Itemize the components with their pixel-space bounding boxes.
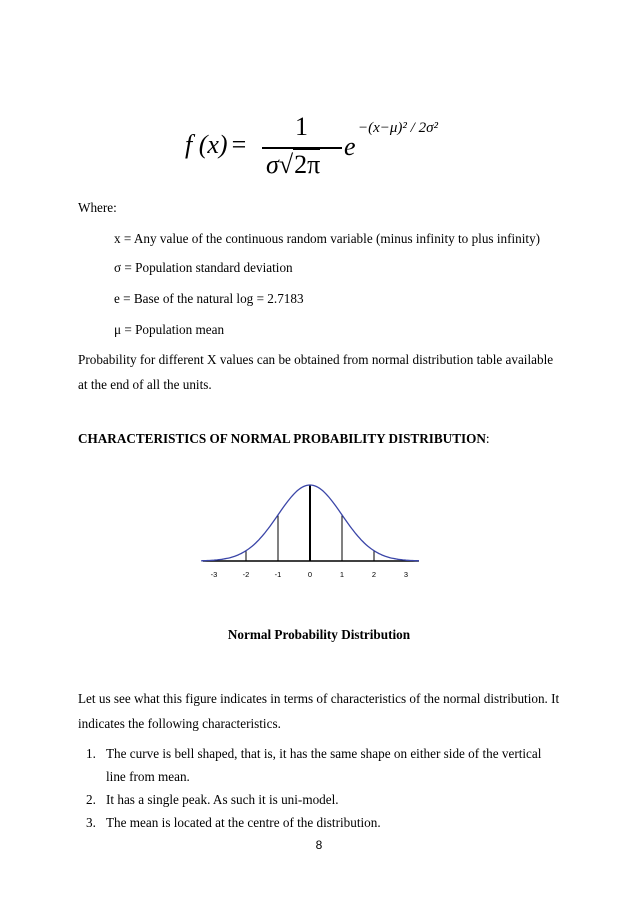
formula-base-e: e xyxy=(344,132,356,161)
tick-label: -3 xyxy=(210,570,218,579)
page-number: 8 xyxy=(315,838,323,852)
formula-exponent: −(x−μ)² / 2σ² xyxy=(358,120,438,136)
definition-x: x = Any value of the continuous random variable (minus infinity to plus infinity) xyxy=(114,231,541,246)
tick-label: 1 xyxy=(339,570,345,579)
definition-e: e = Base of the natural log = 2.7183 xyxy=(114,291,304,306)
normal-distribution-figure xyxy=(195,476,427,586)
figure-caption: Normal Probability Distribution xyxy=(227,627,411,642)
formula-denominator: σ√2π xyxy=(266,150,321,179)
intro-paragraph: Let us see what this figure indicates in terms of characteristics of the normal distribution. It indicates the following characteristics. xyxy=(78,691,560,731)
formula-lhs: f (x) = xyxy=(185,130,247,159)
definition-mu: μ = Population mean xyxy=(114,322,225,337)
where-label: Where: xyxy=(78,200,117,215)
definition-sigma: σ = Population standard deviation xyxy=(114,260,293,275)
list-item: 2. It has a single peak. As such it is uni-model. xyxy=(86,792,339,807)
probability-paragraph: Probability for different X values can be obtained from normal distribution table available at the end of all the units. xyxy=(78,352,554,392)
tick-label: -2 xyxy=(242,570,250,579)
tick-label: 3 xyxy=(403,570,409,579)
tick-label: 2 xyxy=(371,570,377,579)
characteristics-list xyxy=(86,742,562,834)
section-heading: CHARACTERISTICS OF NORMAL PROBABILITY DISTRIBUTION: xyxy=(78,431,490,446)
normal-pdf-formula xyxy=(0,110,638,190)
list-item: 3. The mean is located at the centre of the distribution. xyxy=(86,815,381,830)
formula-numerator: 1 xyxy=(295,112,308,141)
tick-label: -1 xyxy=(274,570,282,579)
list-item: 1. The curve is bell shaped, that is, it has the same shape on either side of the vertical line from mean. xyxy=(86,746,542,784)
tick-label: 0 xyxy=(307,570,313,579)
